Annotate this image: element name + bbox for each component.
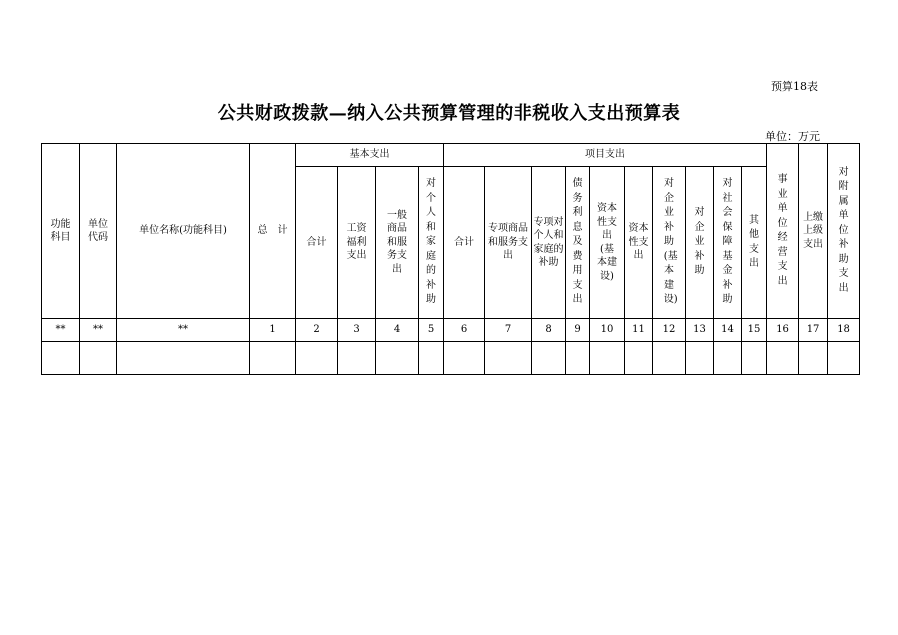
column-number: 11	[625, 319, 653, 342]
header-basic-goods: 一般商品和服务支出	[376, 167, 419, 319]
table-cell	[42, 342, 80, 375]
table-cell	[590, 342, 625, 375]
column-number: 17	[799, 319, 828, 342]
column-number: 12	[653, 319, 686, 342]
table-cell	[767, 342, 799, 375]
column-number: 1	[250, 319, 296, 342]
column-number: 14	[714, 319, 742, 342]
table-cell	[250, 342, 296, 375]
column-number: 13	[686, 319, 714, 342]
table-cell	[566, 342, 590, 375]
form-number: 预算18表	[771, 80, 818, 93]
header-business: 事业单位经营支出	[767, 144, 799, 319]
column-number: **	[42, 319, 80, 342]
column-number: 10	[590, 319, 625, 342]
table-cell	[80, 342, 117, 375]
column-number: **	[117, 319, 250, 342]
header-project-special-goods: 专项商品和服务支出	[485, 167, 532, 319]
column-number: 7	[485, 319, 532, 342]
column-number: 6	[444, 319, 485, 342]
header-project-enterprise-basic: 对企业补助(基本建设)	[653, 167, 686, 319]
column-number: 2	[296, 319, 338, 342]
header-project-group: 项目支出	[444, 144, 767, 167]
header-project-capital-basic: 资本性支出(基本建设)	[590, 167, 625, 319]
header-basic-personal: 对个人和家庭的补助	[419, 167, 444, 319]
unit-label: 单位：万元	[765, 130, 820, 143]
header-project-debt-interest: 债务利息及费用支出	[566, 167, 590, 319]
column-number: 3	[338, 319, 376, 342]
table-cell	[376, 342, 419, 375]
table-cell	[799, 342, 828, 375]
table-cell	[444, 342, 485, 375]
column-number: 16	[767, 319, 799, 342]
header-project-subtotal: 合计	[444, 167, 485, 319]
table-cell	[714, 342, 742, 375]
header-project-enterprise: 对企业补助	[686, 167, 714, 319]
table-cell	[296, 342, 338, 375]
table-cell	[532, 342, 566, 375]
header-project-capital: 资本性支出	[625, 167, 653, 319]
header-basic-subtotal: 合计	[296, 167, 338, 319]
column-number: 4	[376, 319, 419, 342]
header-unit-name: 单位名称(功能科目)	[117, 144, 250, 319]
budget-table	[41, 143, 860, 375]
header-basic-group: 基本支出	[296, 144, 444, 167]
table-cell	[742, 342, 767, 375]
header-superior: 上缴上级支出	[799, 144, 828, 319]
header-total: 总 计	[250, 144, 296, 319]
header-project-social-security: 对社会保障基金补助	[714, 167, 742, 319]
table-cell	[686, 342, 714, 375]
column-number: 18	[828, 319, 860, 342]
table-cell	[338, 342, 376, 375]
header-project-other: 其他支出	[742, 167, 767, 319]
header-func-subject: 功能科目	[42, 144, 80, 319]
table-cell	[117, 342, 250, 375]
header-unit-code: 单位代码	[80, 144, 117, 319]
table-cell	[625, 342, 653, 375]
table-cell	[419, 342, 444, 375]
column-number-row	[42, 319, 860, 342]
table-cell	[828, 342, 860, 375]
page-title: 公共财政拨款—纳入公共预算管理的非税收入支出预算表	[217, 103, 681, 124]
column-number: **	[80, 319, 117, 342]
header-subsidiary: 对附属单位补助支出	[828, 144, 860, 319]
column-number: 8	[532, 319, 566, 342]
column-number: 5	[419, 319, 444, 342]
header-basic-wages: 工资福利支出	[338, 167, 376, 319]
table-cell	[653, 342, 686, 375]
table-row	[42, 342, 860, 375]
column-number: 15	[742, 319, 767, 342]
header-project-special-personal: 专项对个人和家庭的补助	[532, 167, 566, 319]
column-number: 9	[566, 319, 590, 342]
table-cell	[485, 342, 532, 375]
